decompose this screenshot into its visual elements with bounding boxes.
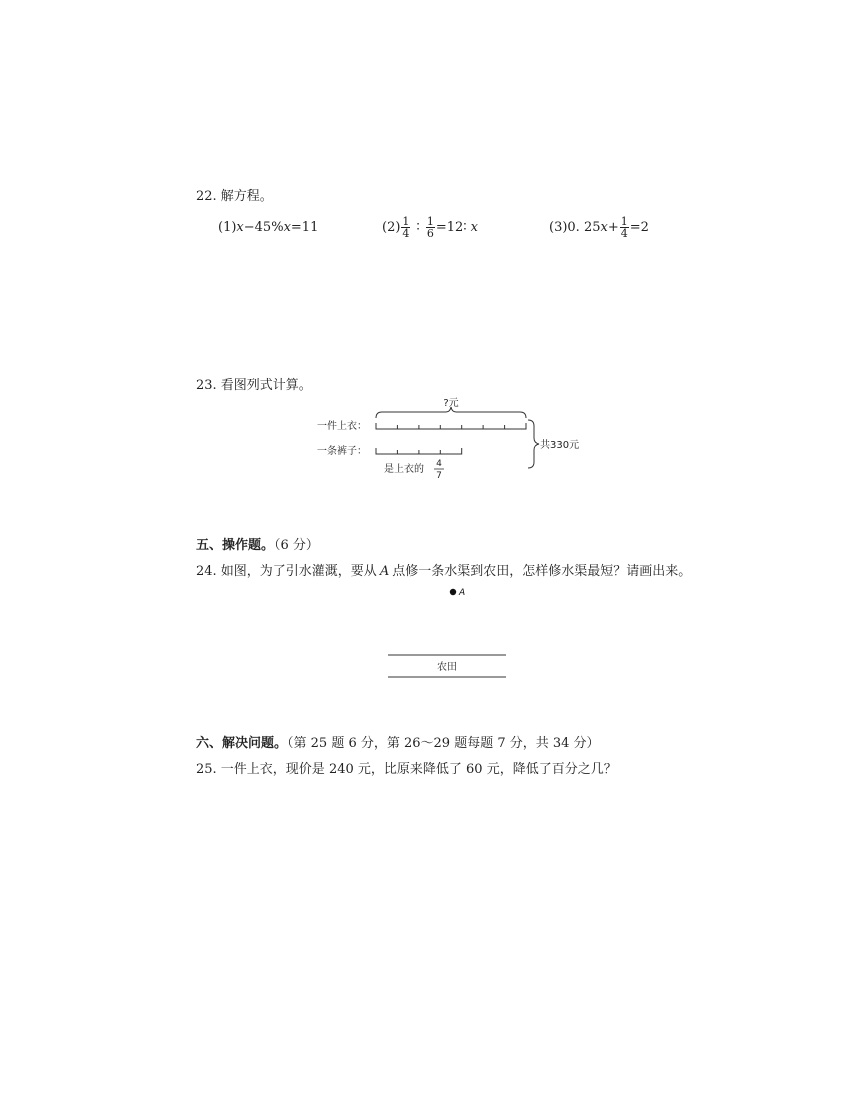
eq2-f1-num: 1: [402, 215, 410, 228]
pants-label: 一条裤子：: [317, 446, 367, 457]
eq2-prefix: (2): [382, 220, 401, 235]
eq3-f-num: 1: [620, 215, 628, 228]
q22-equation-2: [382, 213, 478, 243]
q22-equation-1: [218, 219, 318, 237]
eq3-prefix: (3)0. 25: [549, 220, 601, 235]
eq2-fraction-1: [401, 216, 410, 239]
eq3-plus: +: [607, 220, 619, 235]
jacket-bar: [376, 423, 526, 429]
q23-title: 23. 看图列式计算。: [196, 378, 312, 393]
section5-title: 五、操作题。: [196, 538, 275, 553]
eq3-suffix: =2: [629, 220, 649, 235]
ratio-denominator: 7: [436, 471, 442, 481]
q22-title: 22. 解方程。: [196, 189, 273, 204]
eq2-ratio-sign: ∶: [416, 220, 420, 235]
eq3-fraction: [620, 216, 629, 239]
ratio-prefix: 是上衣的: [384, 464, 424, 475]
ratio-numerator: 4: [436, 459, 442, 469]
q24-text-after: 点修一条水渠到农田，怎样修水渠最短？请画出来。: [392, 564, 692, 579]
q22-equation-3: [549, 213, 649, 243]
eq3-f-den: 4: [620, 227, 628, 240]
q24-text: [196, 563, 691, 581]
eq2-f1-den: 4: [402, 227, 410, 240]
eq1-prefix: (1): [218, 220, 237, 235]
total-brace: [528, 420, 539, 468]
eq2-rest: =12∶: [435, 220, 467, 235]
unknown-price-label: ?元: [443, 398, 459, 409]
eq3-var: x: [600, 220, 608, 235]
q24-text-before: 24. 如图，为了引水灌溉，要从: [196, 564, 377, 579]
jacket-label: 一件上衣：: [317, 421, 367, 432]
section6-heading: [196, 735, 600, 753]
eq1-var-2: x: [283, 220, 291, 235]
eq1-var-1: x: [236, 220, 244, 235]
canal-diagram: [380, 584, 520, 684]
pants-bar: [376, 448, 462, 454]
section5-score: （6 分）: [274, 538, 319, 553]
section5-heading: [196, 537, 319, 555]
total-label: 共330元: [540, 440, 580, 451]
segment-diagram: [300, 396, 600, 482]
eq1-suffix: =11: [290, 220, 319, 235]
q24-point-ref: A: [379, 564, 390, 579]
eq1-mid: −45%: [243, 220, 284, 235]
field-label: 农田: [437, 662, 457, 673]
eq2-f2-num: 1: [426, 215, 434, 228]
section6-score: （第 25 题 6 分，第 26～29 题每题 7 分，共 34 分）: [287, 736, 600, 751]
eq2-var: x: [470, 220, 478, 235]
q25-text: 25. 一件上衣，现价是 240 元，比原来降低了 60 元，降低了百分之几？: [196, 762, 617, 777]
point-a-label: A: [459, 588, 466, 598]
point-a-dot: [450, 589, 456, 595]
eq2-f2-den: 6: [426, 227, 434, 240]
section6-title: 六、解决问题。: [196, 736, 288, 751]
eq2-fraction-2: [426, 216, 435, 239]
